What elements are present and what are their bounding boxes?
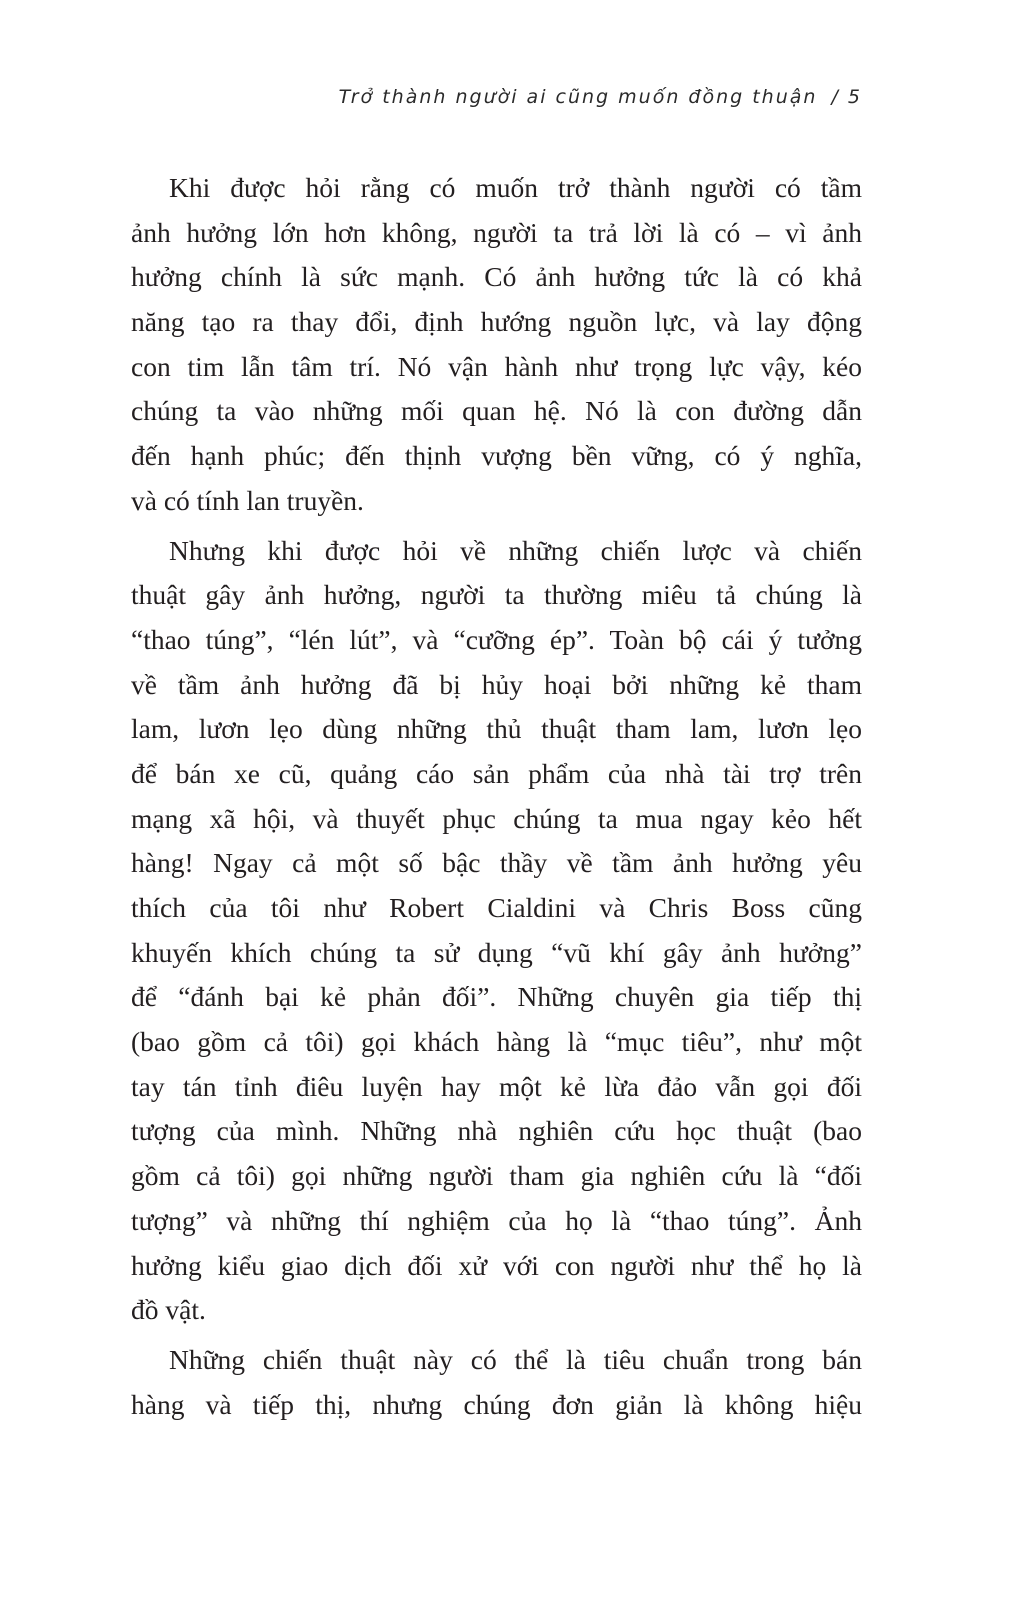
text-line: thích của tôi như Robert Cialdini và Chris Boss cũng (131, 892, 862, 923)
text-line: Khi được hỏi rằng có muốn trở thành người có tầm (169, 172, 862, 203)
text-line: Những chiến thuật này có thể là tiêu chuẩn trong bán (169, 1343, 862, 1375)
text-line: và có tính lan truyền. (131, 484, 364, 516)
text-line: (bao gồm cả tôi) gọi khách hàng là “mục tiêu”, như một (131, 1026, 862, 1058)
text-line: “thao túng”, “lén lút”, và “cưỡng ép”. Toàn bộ cái ý tưởng (131, 623, 862, 655)
running-title: Trở thành người ai cũng muốn đồng thuận (338, 86, 818, 108)
running-header (339, 86, 862, 108)
text-line: hàng! Ngay cả một số bậc thầy về tầm ảnh hưởng yêu (131, 847, 862, 879)
text-line: đồ vật. (131, 1294, 206, 1326)
body-text (131, 166, 862, 1432)
text-line: hưởng chính là sức mạnh. Có ảnh hưởng tức là có khả (131, 261, 862, 293)
text-line: chúng ta vào những mối quan hệ. Nó là con đường dẫn (131, 395, 862, 427)
text-line: lam, lươn lẹo dùng những thủ thuật tham lam, lươn lẹo (131, 713, 862, 745)
text-line: năng tạo ra thay đổi, định hướng nguồn lực, và lay động (131, 306, 862, 338)
text-line: khuyến khích chúng ta sử dụng “vũ khí gây ảnh hưởng” (131, 936, 862, 968)
text-line: ảnh hưởng lớn hơn không, người ta trả lời là có – vì ảnh (131, 216, 862, 248)
text-line: con tim lẫn tâm trí. Nó vận hành như trọng lực vậy, kéo (131, 350, 862, 382)
text-line: tượng” và những thí nghiệm của họ là “thao túng”. Ảnh (131, 1204, 862, 1236)
text-line: Nhưng khi được hỏi về những chiến lược và chiến (169, 534, 862, 566)
text-line: hàng và tiếp thị, nhưng chúng đơn giản là không hiệu (131, 1388, 862, 1420)
text-line: tượng của mình. Những nhà nghiên cứu học thuật (bao (131, 1115, 862, 1147)
text-line: thuật gây ảnh hưởng, người ta thường miêu tả chúng là (131, 579, 862, 611)
paragraph (131, 529, 862, 1333)
text-line: về tầm ảnh hưởng đã bị hủy hoại bởi những kẻ tham (131, 668, 862, 700)
text-line: hưởng kiểu giao dịch đối xử với con người như thể họ là (131, 1249, 862, 1281)
text-line: để bán xe cũ, quảng cáo sản phẩm của nhà tài trợ trên (131, 757, 862, 789)
paragraph (131, 166, 862, 524)
text-line: để “đánh bại kẻ phản đối”. Những chuyên gia tiếp thị (131, 981, 862, 1013)
text-line: đến hạnh phúc; đến thịnh vượng bền vững, có ý nghĩa, (131, 440, 862, 472)
page-number: / 5 (831, 86, 862, 108)
paragraph (131, 1338, 862, 1427)
text-line: mạng xã hội, và thuyết phục chúng ta mua ngay kẻo hết (131, 802, 862, 834)
text-line: tay tán tỉnh điêu luyện hay một kẻ lừa đảo vẫn gọi đối (131, 1070, 862, 1102)
text-line: gồm cả tôi) gọi những người tham gia nghiên cứu là “đối (131, 1160, 862, 1192)
